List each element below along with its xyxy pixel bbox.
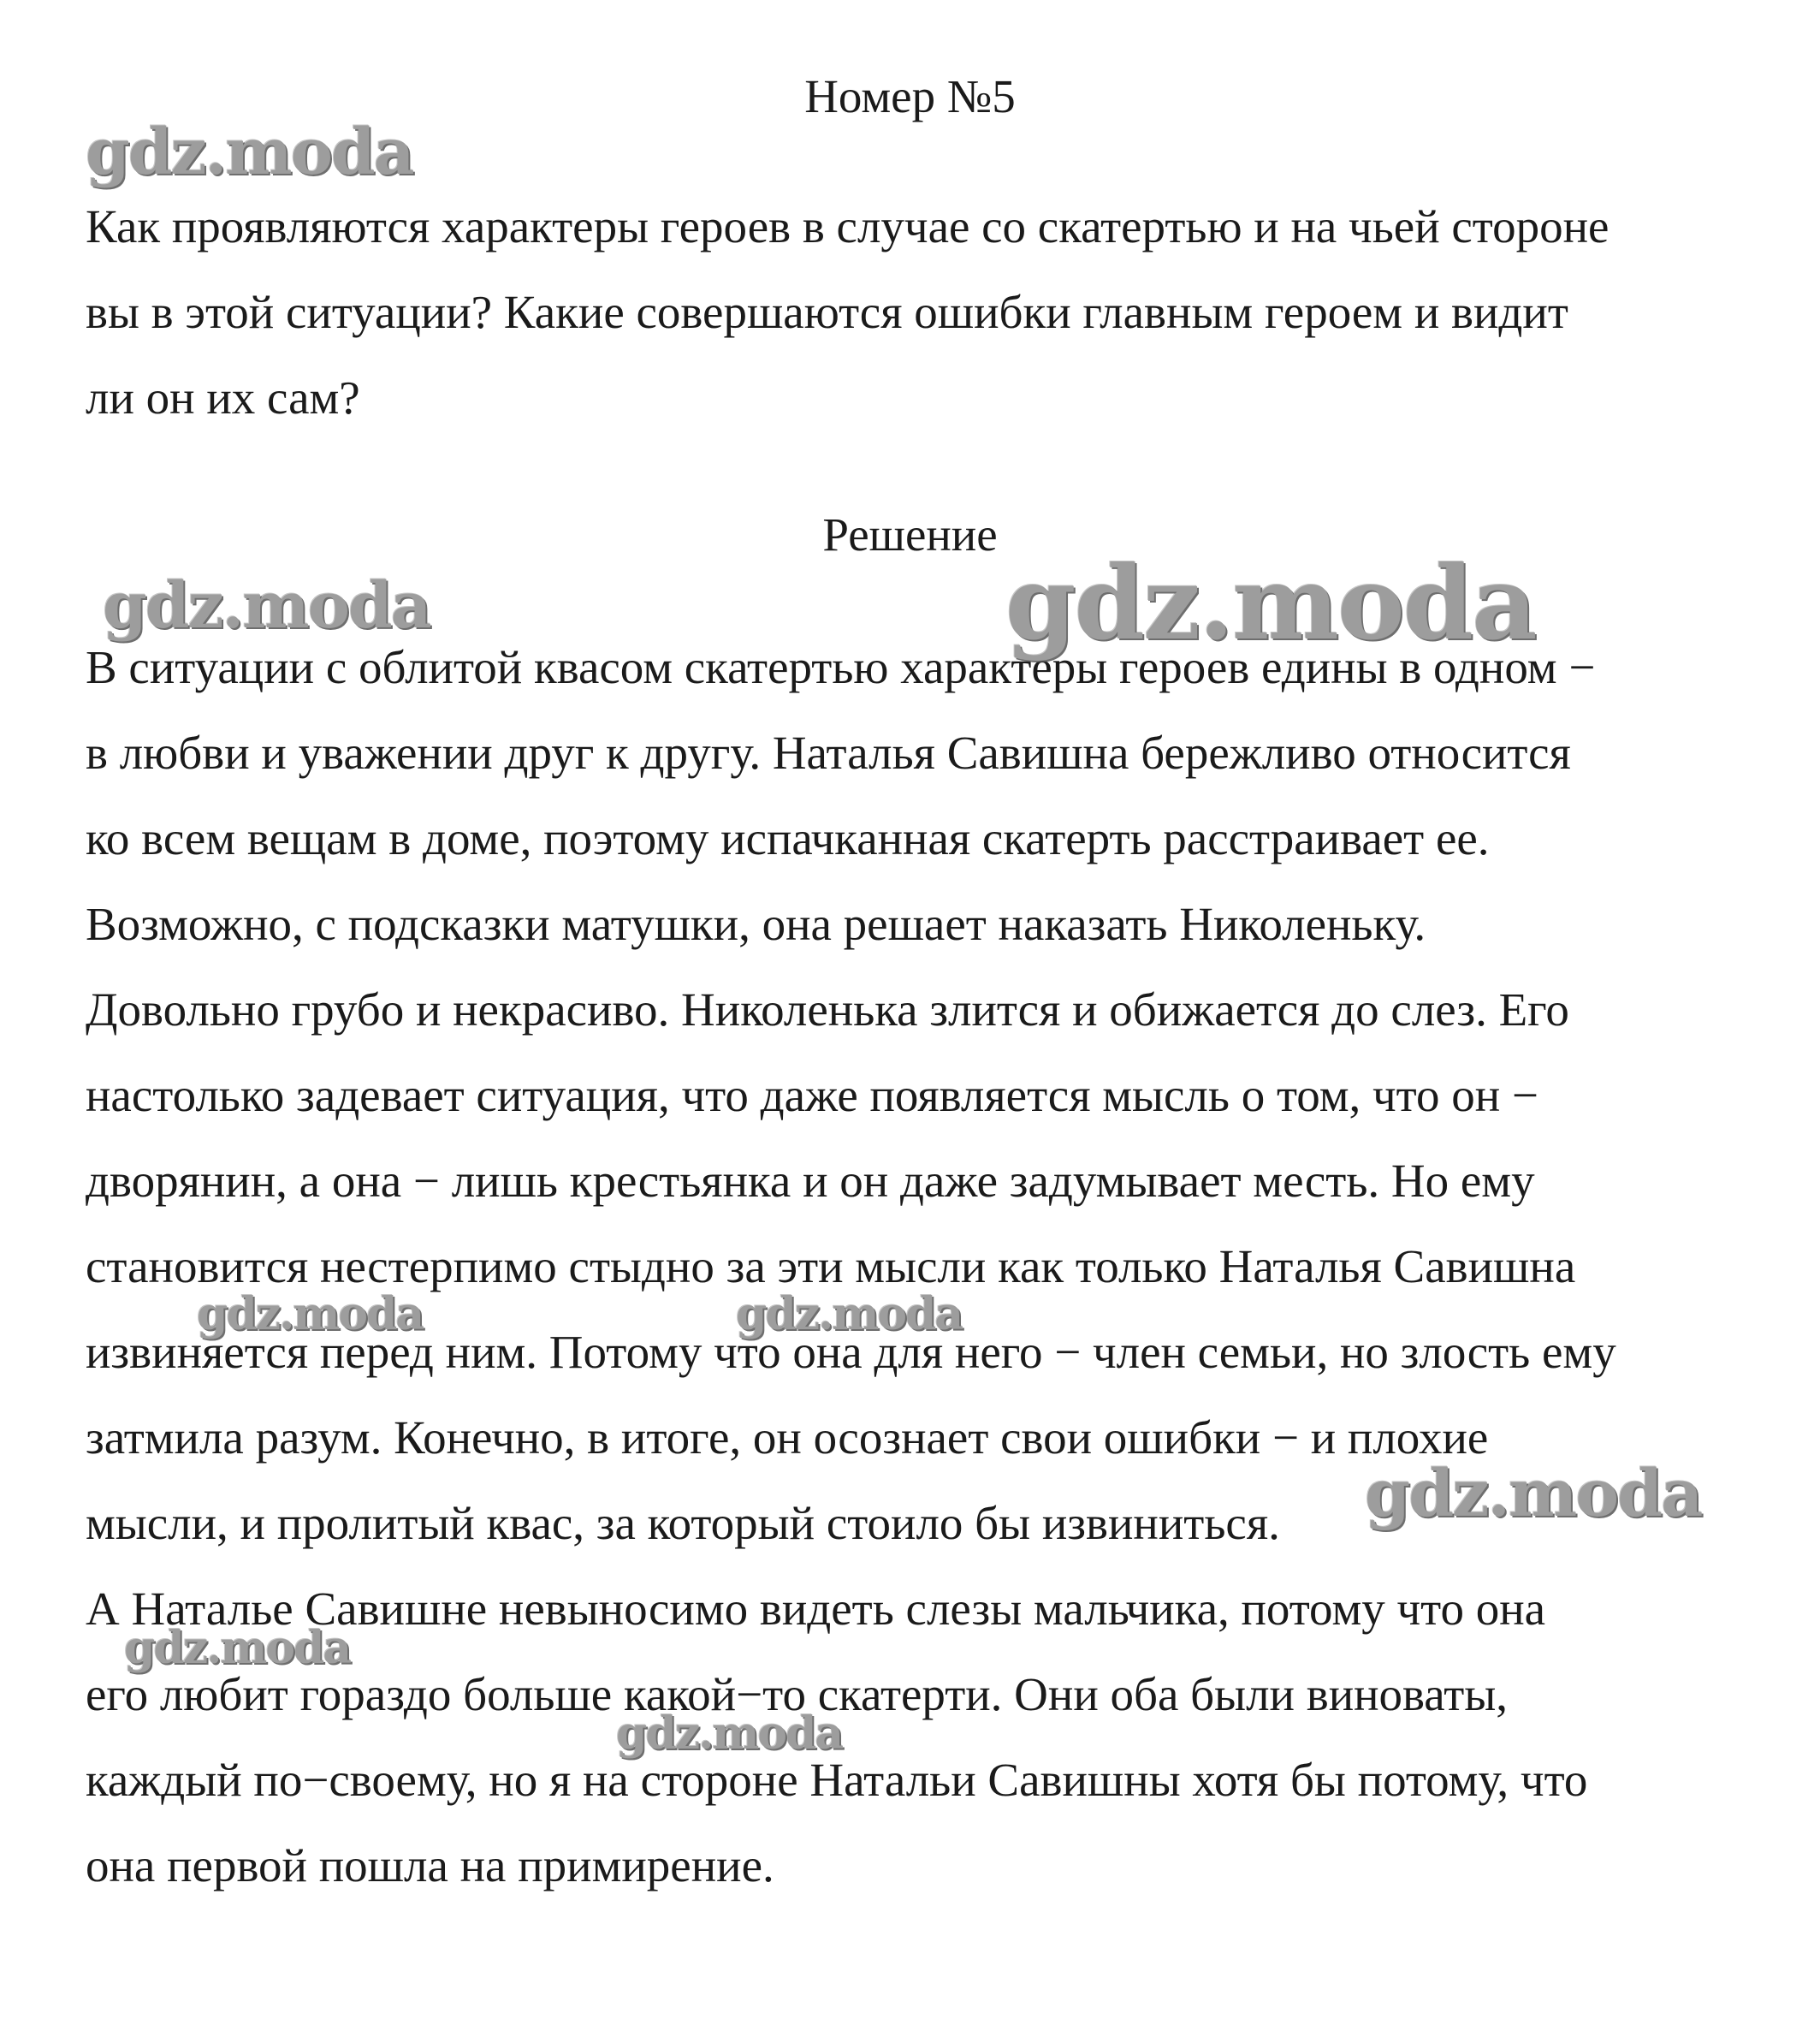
answer-line: мысли, и пролитый квас, за который стоило бы извиниться.	[86, 1497, 1280, 1549]
watermark: gdz.moda	[1005, 543, 1536, 662]
watermark: gdz.moda	[736, 1288, 963, 1340]
answer-line: становится нестерпимо стыдно за эти мысли как только Наталья Савишна	[86, 1240, 1576, 1292]
watermark: gdz.moda	[197, 1288, 424, 1340]
answer-line: извиняется перед ним. Потому что она для него − член семьи, но злость ему	[86, 1326, 1616, 1378]
question-text	[86, 184, 1763, 441]
question-line: вы в этой ситуации? Какие совершаются ошибки главным героем и видит	[86, 286, 1568, 338]
answer-line: настолько задевает ситуация, что даже появляется мысль о том, что он −	[86, 1069, 1538, 1121]
watermark: gdz.moda	[124, 1622, 351, 1674]
question-line: Как проявляются характеры героев в случае со скатертью и на чьей стороне	[86, 200, 1610, 252]
watermark: gdz.moda	[1365, 1455, 1702, 1531]
question-line: ли он их сам?	[86, 371, 360, 424]
page-title: Номер №5	[804, 70, 1016, 122]
watermark: gdz.moda	[86, 116, 413, 189]
watermark: gdz.moda	[103, 569, 430, 643]
answer-line: дворянин, а она − лишь крестьянка и он даже задумывает месть. Но ему	[86, 1155, 1535, 1207]
answer-line: В ситуации с облитой квасом скатертью характеры героев едины в одном −	[86, 641, 1596, 693]
answer-line: Возможно, с подсказки матушки, она решает наказать Николеньку.	[86, 898, 1426, 950]
answer-text	[86, 625, 1763, 1909]
watermark: gdz.moda	[616, 1707, 843, 1760]
answer-line: она первой пошла на примирение.	[86, 1839, 774, 1891]
answer-line: Довольно грубо и некрасиво. Николенька злится и обижается до слез. Его	[86, 983, 1569, 1036]
answer-line: каждый по−своему, но я на стороне Натальи Савишны хотя бы потому, что	[86, 1754, 1588, 1806]
answer-line: затмила разум. Конечно, в итоге, он осознает свои ошибки − и плохие	[86, 1411, 1489, 1464]
solution-heading: Решение	[822, 508, 998, 561]
answer-line: его любит гораздо больше какой−то скатерти. Они оба были виноваты,	[86, 1668, 1509, 1720]
answer-line: в любви и уважении друг к другу. Наталья Савишна бережливо относится	[86, 727, 1571, 779]
answer-line: А Наталье Савишне невыносимо видеть слезы мальчика, потому что она	[86, 1583, 1546, 1635]
answer-line: ко всем вещам в доме, поэтому испачканная скатерть расстраивает ее.	[86, 812, 1490, 864]
